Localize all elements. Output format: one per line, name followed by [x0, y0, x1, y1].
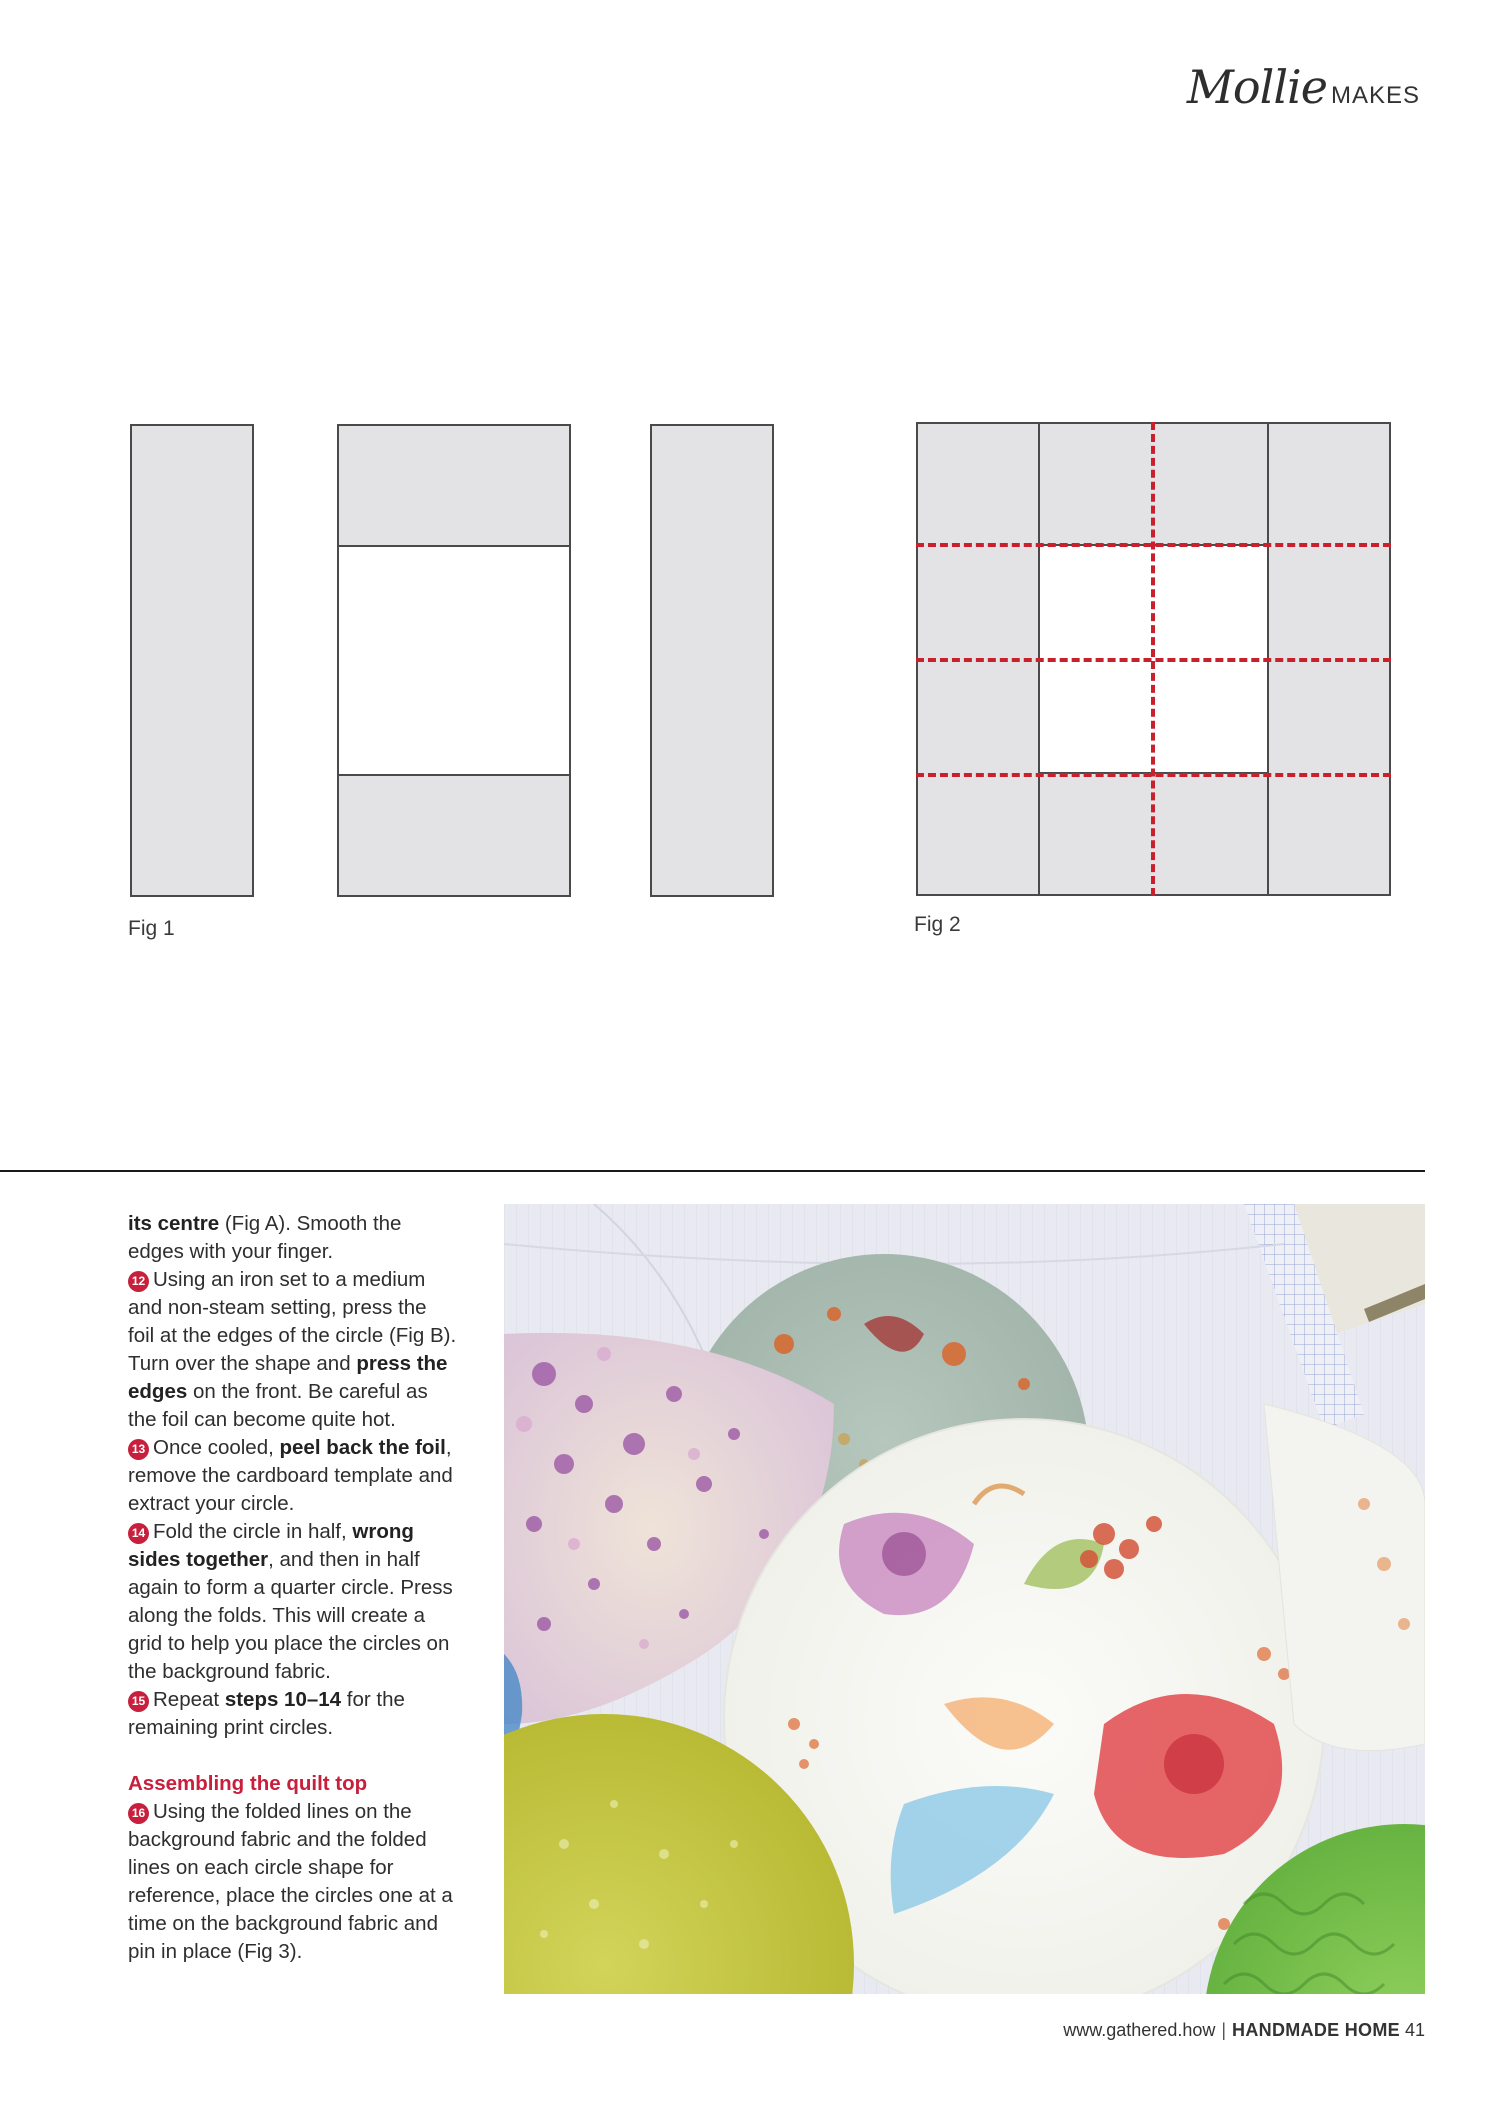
step-number-badge: 15 [128, 1691, 149, 1712]
step-14 [128, 1518, 458, 1686]
fig1-right-strip [650, 424, 774, 897]
step-14-text-b: , and then in half again to form a quarter circle. Press along the folds. This will create a grid to help you place the circles on the background fabric. [128, 1548, 453, 1683]
page-number: 41 [1404, 2020, 1425, 2040]
step-14-bold: wrong sides together [128, 1520, 414, 1571]
step-number-badge: 14 [128, 1523, 149, 1544]
step-13-text-b: , remove the cardboard template and extract your circle. [128, 1436, 453, 1515]
step-12-text-b: on the front. Be careful as the foil can become quite hot. [128, 1380, 428, 1431]
step-15-bold: steps 10–14 [224, 1688, 342, 1711]
fig2-seam-line-vertical [1151, 422, 1155, 896]
step-15-text-b: for the remaining print circles. [128, 1688, 405, 1739]
step-16 [128, 1798, 458, 1966]
fig1-centre-square [337, 545, 571, 776]
section-heading: Assembling the quilt top [128, 1772, 368, 1795]
fig1-top-block [337, 424, 571, 547]
quilt-photo-illustration [504, 1204, 1425, 1994]
instructions-column [128, 1210, 458, 1966]
intro-text: (Fig A). Smooth the edges with your finger. [128, 1212, 402, 1263]
intro-bold: its centre [128, 1212, 220, 1235]
logo-makes: MAKES [1330, 82, 1420, 109]
step-13 [128, 1434, 458, 1518]
step-number-badge: 13 [128, 1439, 149, 1460]
step-14-text-a: Fold the circle in half, [153, 1520, 353, 1543]
page-footer [1063, 2020, 1425, 2041]
section-divider [0, 1170, 1425, 1172]
step-15-text-a: Repeat [153, 1688, 225, 1711]
masthead-logo [1187, 60, 1420, 114]
step-number-badge: 16 [128, 1803, 149, 1824]
step-13-text-a: Once cooled, [153, 1436, 280, 1459]
footer-url: www.gathered.how [1063, 2020, 1216, 2040]
step-16-text: Using the folded lines on the background fabric and the folded lines on each circle shape for reference, place the circles one at a time on the background fabric and pin in place (Fig 3). [128, 1800, 453, 1963]
fig1-label: Fig 1 [128, 917, 175, 940]
fig1-bottom-block [337, 774, 571, 897]
intro-paragraph [128, 1210, 458, 1266]
quilt-photo [504, 1204, 1425, 1994]
step-12-bold: press the edges [128, 1352, 448, 1403]
step-12 [128, 1266, 458, 1434]
step-15 [128, 1686, 458, 1742]
fig1-left-strip [130, 424, 254, 897]
fig2-label: Fig 2 [914, 913, 961, 936]
logo-script: Mollie [1186, 60, 1327, 114]
footer-separator: | [1221, 2020, 1227, 2040]
step-number-badge: 12 [128, 1271, 149, 1292]
footer-magazine: HANDMADE HOME [1232, 2020, 1400, 2040]
step-13-bold: peel back the foil [279, 1436, 446, 1459]
step-12-text-a: Using an iron set to a medium and non-steam setting, press the foil at the edges of the circle (Fig B). Turn over the shape and [128, 1268, 457, 1375]
